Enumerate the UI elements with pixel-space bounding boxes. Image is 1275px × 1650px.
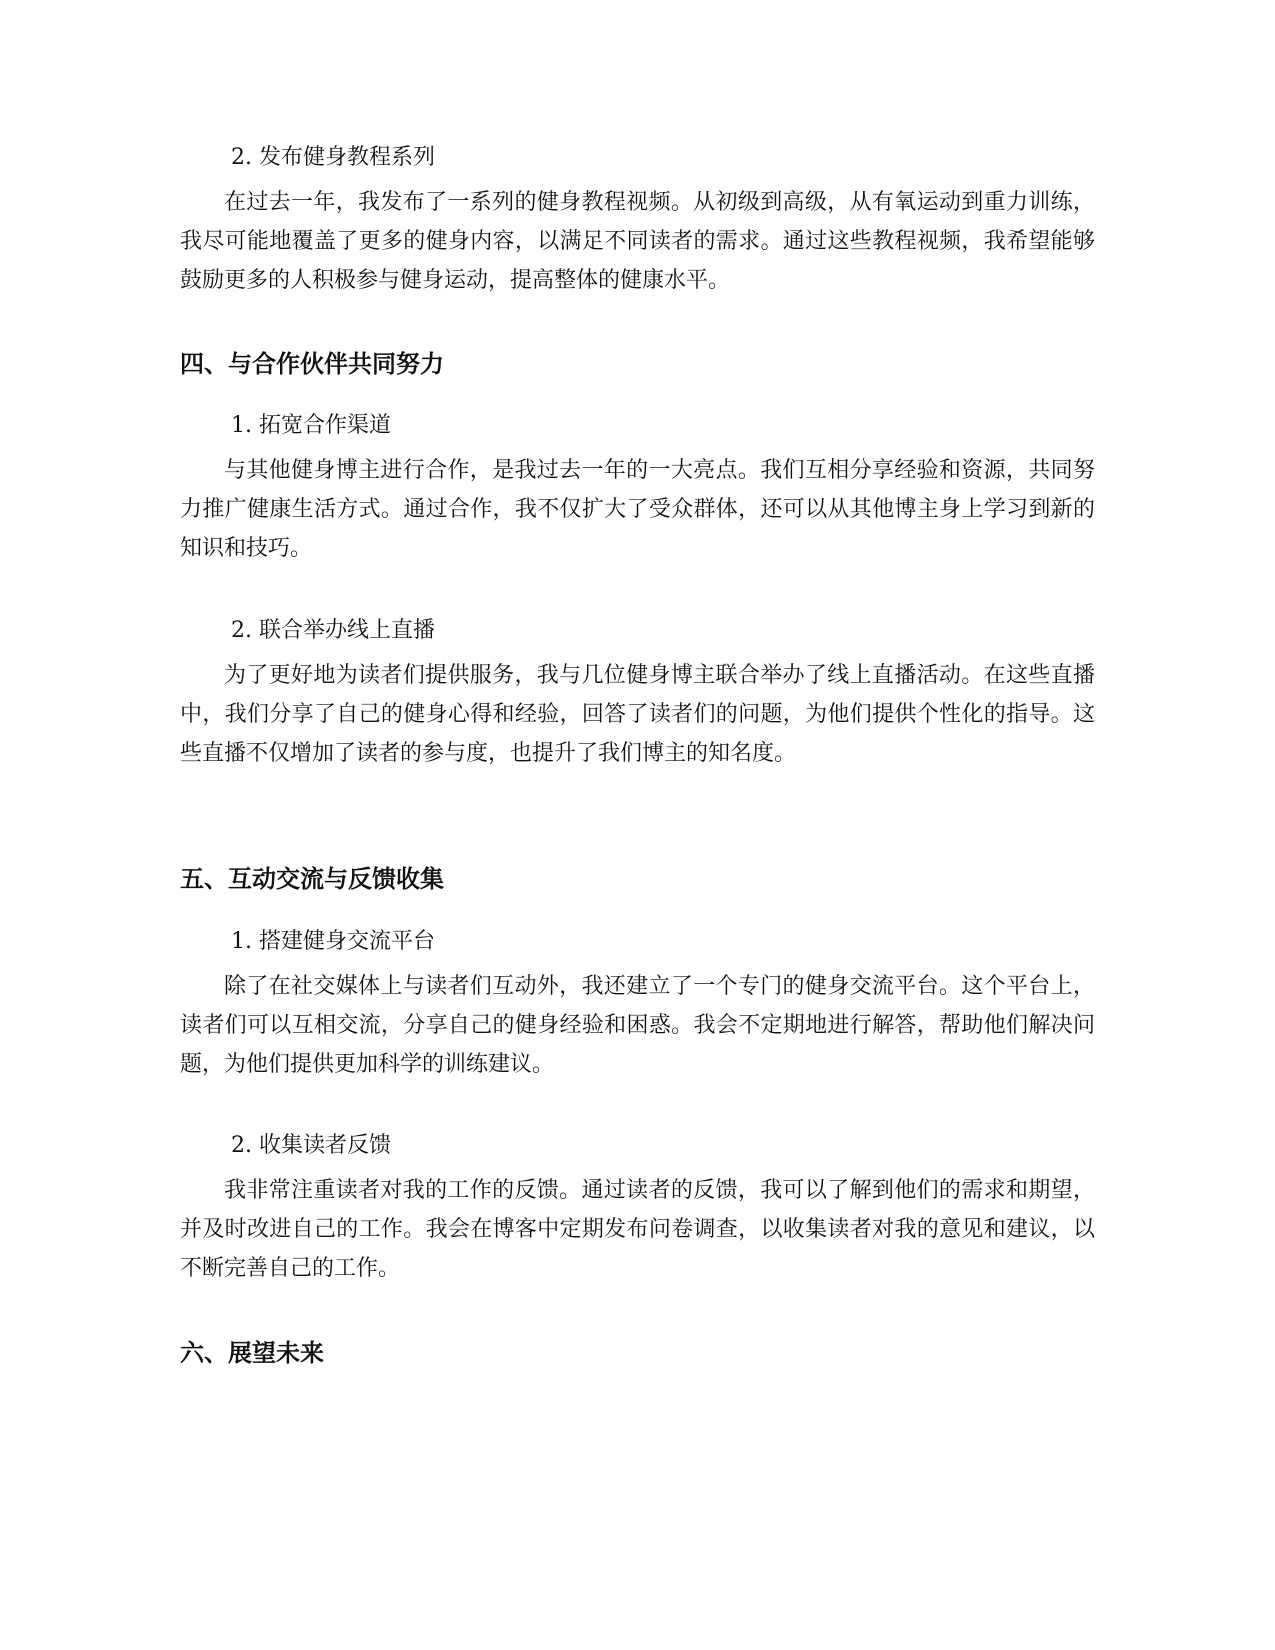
paragraph-cooperation: 与其他健身博主进行合作，是我过去一年的一大亮点。我们互相分享经验和资源，共同努力推广健康生活方式。通过合作，我不仅扩大了受众群体，还可以从其他博主身上学习到新的知识和技巧。: [180, 458, 1095, 561]
paragraph-feedback: 我非常注重读者对我的工作的反馈。通过读者的反馈，我可以了解到他们的需求和期望，并及时改进自己的工作。我会在博客中定期发布问卷调查，以收集读者对我的意见和建议，以不断完善自己的工作。: [180, 1178, 1095, 1281]
subheading-collect-feedback: 2. 收集读者反馈: [231, 1133, 391, 1158]
section-heading-partners: 四、与合作伙伴共同努力: [180, 350, 444, 378]
subheading-joint-livestream: 2. 联合举办线上直播: [231, 618, 435, 643]
section-heading-interaction: 五、互动交流与反馈收集: [180, 865, 444, 893]
paragraph-platform: 除了在社交媒体上与读者们互动外，我还建立了一个专门的健身交流平台。这个平台上，读者们可以互相交流，分享自己的健身经验和困惑。我会不定期地进行解答，帮助他们解决问题，为他们提供更加科学的训练建议。: [180, 974, 1095, 1077]
subheading-expand-cooperation: 1. 拓宽合作渠道: [231, 413, 391, 438]
subheading-exchange-platform: 1. 搭建健身交流平台: [231, 929, 435, 954]
paragraph-tutorials: 在过去一年，我发布了一系列的健身教程视频。从初级到高级，从有氧运动到重力训练，我尽可能地覆盖了更多的健身内容，以满足不同读者的需求。通过这些教程视频，我希望能够鼓励更多的人积极参与健身运动，提高整体的健康水平。: [180, 190, 1095, 293]
paragraph-livestream: 为了更好地为读者们提供服务，我与几位健身博主联合举办了线上直播活动。在这些直播中，我们分享了自己的健身心得和经验，回答了读者们的问题，为他们提供个性化的指导。这些直播不仅增加了读者的参与度，也提升了我们博主的知名度。: [180, 663, 1095, 766]
subheading-publish-tutorials: 2. 发布健身教程系列: [231, 145, 435, 170]
section-heading-future: 六、展望未来: [180, 1339, 324, 1367]
